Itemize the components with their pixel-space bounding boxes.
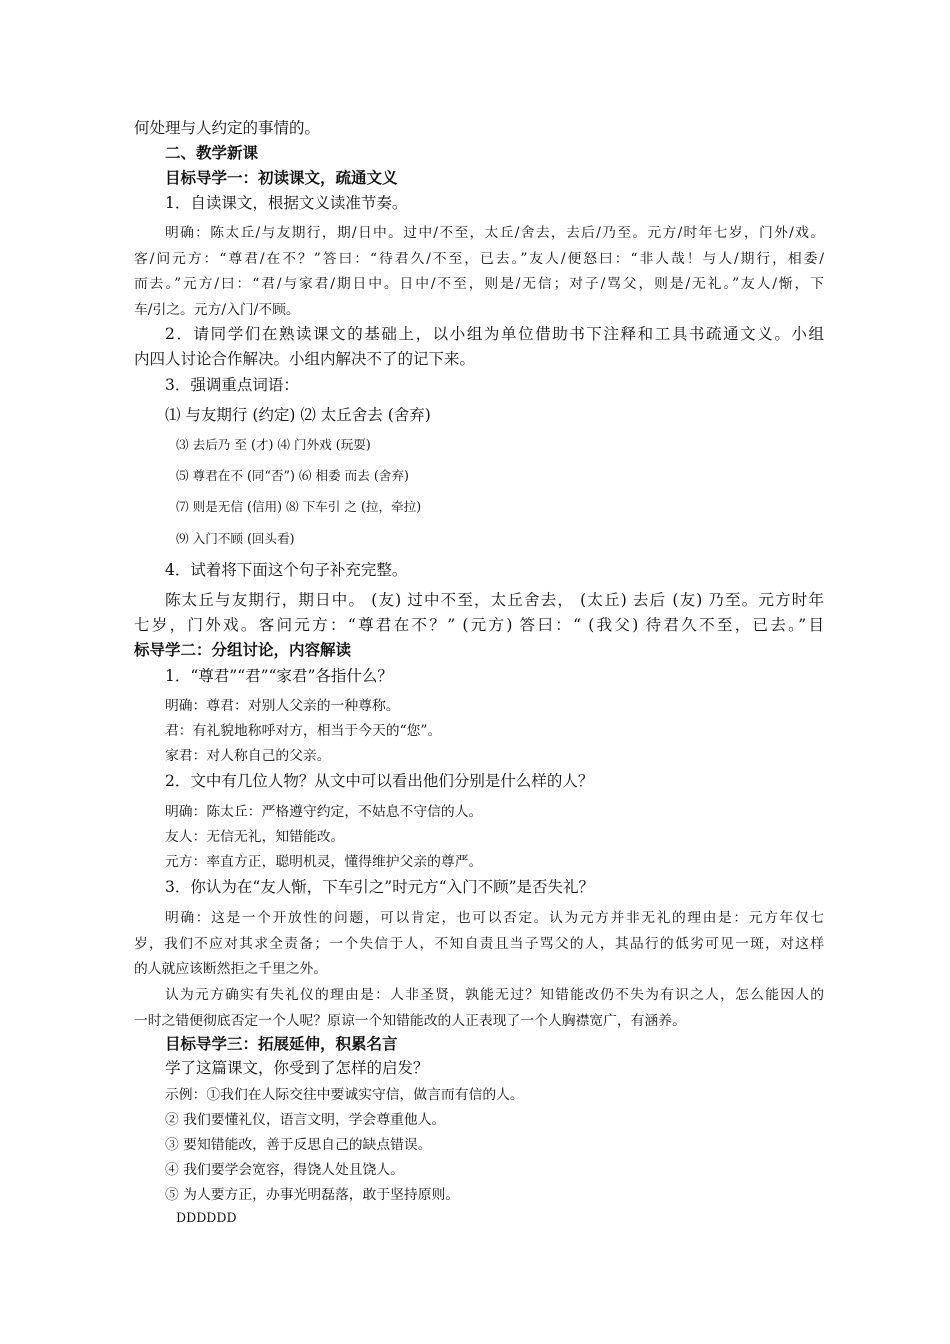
text-line: 车/引之。元方/入门/不顾。 — [134, 302, 300, 318]
subsection-heading: 标导学二：分组讨论，内容解读 — [134, 641, 352, 659]
text-line: 学了这篇课文，你受到了怎样的启发？ — [165, 1059, 429, 1077]
example-item: ⑤ 为人要方正，办事光明磊落，敢于坚持原则。 — [165, 1187, 460, 1203]
text-line: 2．请同学们在熟读课文的基础上，以小组为单位借助书下注释和工具书疏通文义。小组 — [165, 325, 824, 343]
text-line: 而去。”元方/曰：“君/与家君/期日中。日中/不至，则是/无信；对子/骂父，则是/无礼。”友人/惭，下 — [134, 276, 824, 292]
subsection-heading: 目标导学一：初读课文，疏通文义 — [165, 169, 398, 187]
example-item: ② 我们要懂礼仪，语言文明，学会尊重他人。 — [165, 1112, 446, 1128]
vocab-item: ⑸ 尊君在不 (同“否”) ⑹ 相委 而去 (舍弃) — [176, 468, 409, 483]
text-line: 何处理与人约定的事情的。 — [134, 119, 321, 137]
text-line: 客/问元方：“尊君/在不？”答曰：“待君久/不至，已去。”友人/便怒曰：“非人哉！与人/期行，相委/ — [134, 251, 824, 267]
example-item: 示例：①我们在人际交往中要诚实守信，做言而有信的人。 — [165, 1087, 524, 1103]
vocab-item: ⑴ 与友期行 (约定) ⑵ 太丘舍去 (舍弃) — [165, 406, 431, 424]
example-item: ④ 我们要学会宽容，得饶人处且饶人。 — [165, 1162, 404, 1178]
vocab-item: ⑶ 去后乃 至 (才) ⑷ 门外戏 (玩耍) — [176, 437, 371, 452]
text-line: 陈太丘与友期行，期日中。 (友) 过中不至，太丘舍去， (太丘) 去后 (友) 乃至。元方时年 — [165, 591, 824, 609]
footer-text: DDDDDD — [176, 1210, 237, 1225]
text-line: 明确：陈太丘：严格遵守约定，不姑息不守信的人。 — [165, 804, 483, 820]
text-line: 3．你认为在“友人惭，下车引之”时元方“入门不顾”是否失礼？ — [165, 878, 595, 896]
subsection-heading: 目标导学三：拓展延伸，积累名言 — [165, 1035, 398, 1053]
text-line: 3．强调重点词语： — [165, 376, 299, 394]
text-line: 1．自读课文，根据文义读准节奏。 — [165, 194, 408, 212]
text-line: 家君：对人称自己的父亲。 — [165, 748, 331, 764]
text-line: 君：有礼貌地称呼对方，相当于今天的“您”。 — [165, 723, 442, 739]
vocab-item: ⑼ 入门不顾 (回头看) — [176, 531, 295, 546]
text-line: 1．“尊君”“君”“家君”各指什么？ — [165, 667, 393, 685]
text-line: 认为元方确实有失礼仪的理由是：人非圣贤，孰能无过？知错能改仍不失为有识之人，怎么能因人的 — [165, 987, 824, 1003]
text-line: 七岁，门外戏。客问元方：“尊君在不？” (元方) 答曰：“ (我父) 待君久不至，已去。”目 — [134, 616, 824, 634]
section-heading: 二、教学新课 — [165, 144, 259, 162]
text-line: 岁，我们不应对其求全责备；一个失信于人，不知自责且当子骂父的人，其品行的低劣可见一斑，对这样 — [134, 936, 824, 952]
text-line: 元方：率直方正，聪明机灵，懂得维护父亲的尊严。 — [165, 854, 483, 870]
text-line: 内四人讨论合作解决。小组内解决不了的记下来。 — [134, 350, 476, 368]
text-line: 2．文中有几位人物？从文中可以看出他们分别是什么样的人？ — [165, 772, 594, 790]
example-item: ③ 要知错能改，善于反思自己的缺点错误。 — [165, 1137, 432, 1153]
text-line: 4．试着将下面这个句子补充完整。 — [165, 561, 408, 579]
text-line: 的人就应该断然拒之千里之外。 — [134, 961, 328, 977]
vocab-item: ⑺ 则是无信 (信用) ⑻ 下车引 之 (拉，牵拉) — [176, 499, 422, 514]
text-line: 一时之错便彻底否定一个人呢？原谅一个知错能改的人正表现了一个人胸襟宽广，有涵养。 — [134, 1013, 686, 1029]
text-line: 明确：这是一个开放性的问题，可以肯定，也可以否定。认为元方并非无礼的理由是：元方年仅七 — [165, 910, 824, 926]
text-line: 明确：陈太丘/与友期行，期/日中。过中/不至，太丘/舍去，去后/乃至。元方/时年七岁，门外/戏。 — [165, 225, 824, 241]
text-line: 友人：无信无礼，知错能改。 — [165, 829, 345, 845]
text-line: 明确：尊君：对别人父亲的一种尊称。 — [165, 698, 400, 714]
